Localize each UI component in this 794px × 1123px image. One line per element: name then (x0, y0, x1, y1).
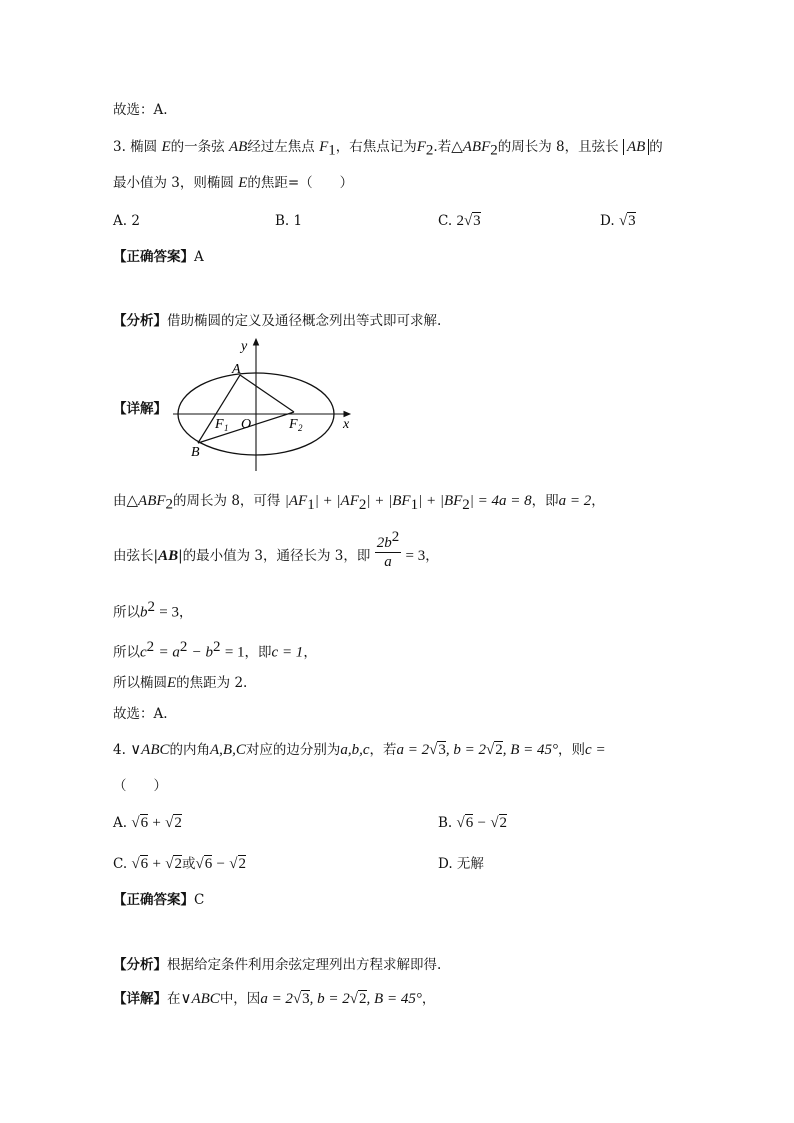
label-b: B (191, 445, 200, 460)
label-f1-sub: 1 (224, 423, 229, 433)
q4-answer: 【正确答案】C (113, 892, 205, 908)
q3-step3: 所以$b^2 = 3$， (113, 599, 193, 621)
q3-option-b[interactable]: B. 1 (275, 213, 303, 229)
label-o: O (241, 417, 252, 432)
q4-option-d[interactable]: D. 无解 (438, 856, 484, 872)
q3-conclusion: 故选：A. (113, 706, 168, 722)
q4-option-b[interactable]: B. √6 − √2 (438, 815, 508, 831)
q2-conclusion: 故选：A. (113, 102, 168, 118)
q4-option-c[interactable]: C. √6 + √2或√6 − √2 (113, 856, 246, 872)
q4-analysis: 【分析】根据给定条件利用余弦定理列出方程求解即得. (113, 957, 442, 973)
label-f1: F (215, 417, 224, 432)
q4-stem-line1: 4. ∨ABC的内角A,B,C对应的边分别为a,b,c，若a = 2√3, b = 2√2, B = 45°，则c = (113, 742, 606, 758)
q3-answer: 【正确答案】A (113, 249, 204, 265)
q3-option-d[interactable]: D. √3 (600, 213, 636, 229)
chord-ab (198, 375, 240, 443)
label-f2: F (289, 417, 298, 432)
q3-stem-line2: 最小值为 3，则椭圆 E的焦距=（ ） (113, 175, 354, 191)
q3-detail-label: 【详解】 (113, 401, 167, 417)
q4-stem-line2: （ ） (113, 778, 167, 794)
label-y: y (241, 339, 248, 354)
label-a: A (232, 362, 241, 377)
q3-option-a[interactable]: A. 2 (113, 213, 140, 229)
segment-af2 (240, 375, 294, 412)
q3-option-c[interactable]: C. 2√3 (438, 213, 481, 229)
ellipse-figure (165, 335, 365, 475)
q3-step4: 所以$c^2 = a^2 - b^2 = 1$，即c = 1， (113, 639, 317, 661)
q3-step1: 由$\triangle ABF_2$的周长为 8，可得 $|AF_1| + |AF_2| + |BF_1| + |BF_2| = 4a = 8$，即a = 2， (113, 493, 605, 513)
q4-detail: 【详解】在∨ABC中，因a = 2√3, b = 2√2, B = 45°， (113, 991, 436, 1007)
label-f2-sub: 2 (298, 423, 303, 433)
q3-step2: 由弦长|AB|的最小值为 3，通径长为 3，即 $\frac{2b^2}{a}$ = 3， (113, 529, 439, 570)
q4-option-a[interactable]: A. √6 + √2 (113, 815, 182, 831)
label-x: x (343, 417, 350, 432)
q3-step5: 所以椭圆E的焦距为 2. (113, 675, 248, 691)
q3-analysis: 【分析】借助椭圆的定义及通径概念列出等式即可求解. (113, 313, 442, 329)
q3-stem-line1: 3. 椭圆 E的一条弦 AB经过左焦点 $F_1$，右焦点记为$F_2$.若$\triangle ABF_2$的周长为 8，且弦长 AB 的 (113, 139, 663, 159)
